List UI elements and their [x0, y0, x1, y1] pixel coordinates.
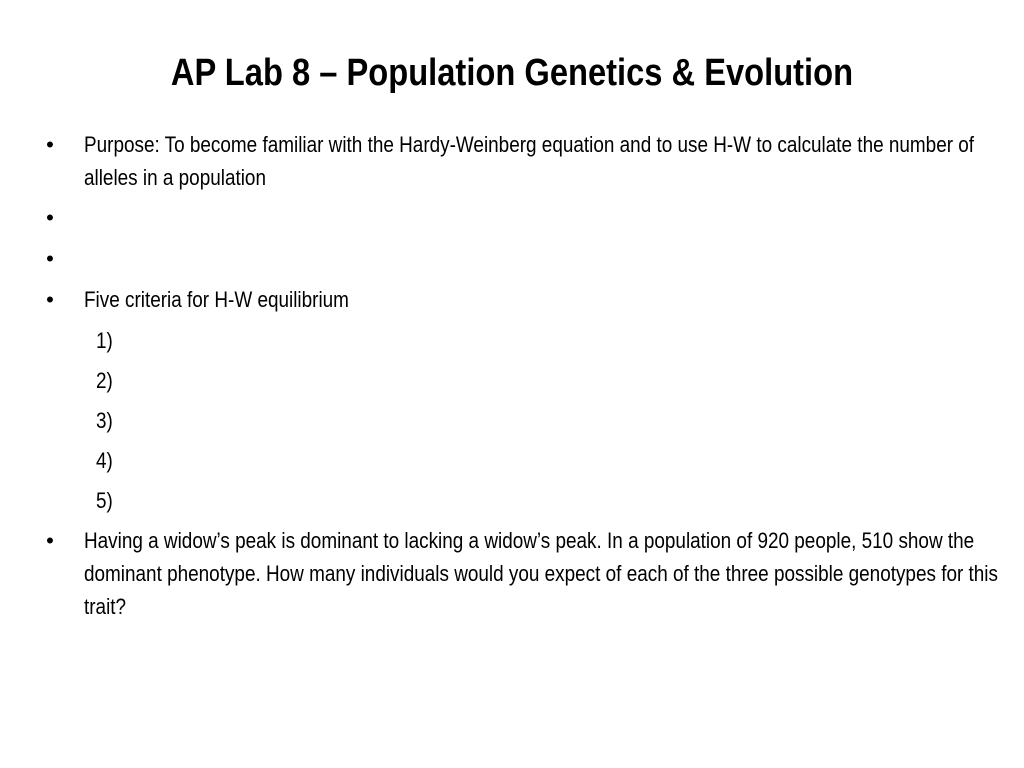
bullet-list [0, 128, 1024, 623]
criteria-item [0, 484, 1024, 517]
bullet-empty-1 [0, 201, 960, 234]
bullet-empty-2 [0, 242, 960, 275]
criteria-item [0, 324, 1024, 357]
criteria-item [0, 404, 1024, 437]
criteria-heading: Five criteria for H-W equilibrium [84, 287, 349, 312]
criteria-item-label: 5) [96, 488, 113, 513]
bullet-question [0, 524, 998, 623]
criteria-item-label: 3) [96, 408, 113, 433]
criteria-item [0, 364, 1024, 397]
criteria-item-label: 1) [96, 328, 113, 353]
bullet-dot: • [46, 528, 54, 553]
bullet-criteria [0, 283, 960, 316]
bullet-dot: • [46, 205, 54, 230]
criteria-item-label: 4) [96, 448, 113, 473]
bullet-purpose [0, 128, 975, 194]
bullet-dot: • [46, 132, 54, 157]
purpose-text: Purpose: To become familiar with the Hardy-Weinberg equation and to use H-W to calculate the number of alleles in a population [84, 132, 975, 190]
bullet-dot: • [46, 287, 54, 312]
slide-title: AP Lab 8 – Population Genetics & Evolution [170, 52, 854, 94]
criteria-item [0, 444, 1024, 477]
criteria-item-label: 2) [96, 368, 113, 393]
bullet-dot: • [46, 246, 54, 271]
question-text: Having a widow’s peak is dominant to lacking a widow’s peak. In a population of 920 people, 510 show the dominant phenotype. How many individuals would you expect of each of the three possible genotypes for this trait? [84, 528, 998, 619]
